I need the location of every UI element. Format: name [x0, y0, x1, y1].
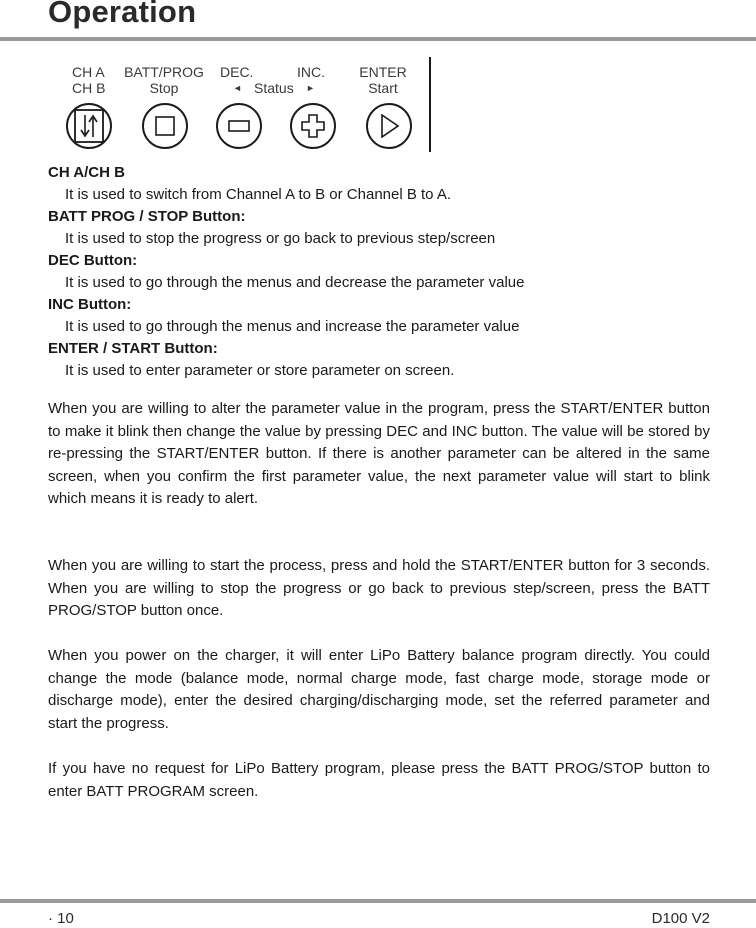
plus-icon [301, 114, 325, 138]
start-label: Start [368, 80, 398, 96]
definition-term: ENTER / START Button: [48, 340, 218, 357]
play-triangle-icon [378, 114, 400, 138]
paragraph-start-process: When you are willing to start the process, press and hold the START/ENTER button for 3 seconds. When you are willing to stop the progress or go back to previous step/screen, press the BATT PROG/STOP button once. [48, 557, 710, 619]
batt-prog-label: BATT/PROG [124, 64, 204, 80]
enter-start-button [366, 103, 412, 149]
inc-button [290, 103, 336, 149]
status-label: Status [254, 80, 294, 96]
definition-term: CH A/CH B [48, 164, 125, 181]
batt-prog-stop-button [142, 103, 188, 149]
definition-desc: It is used to go through the menus and increase the parameter value [65, 318, 520, 335]
minus-icon [228, 120, 250, 132]
bottom-divider [0, 899, 756, 903]
enter-label: ENTER [359, 64, 407, 80]
model-name: D100 V2 [651, 910, 710, 927]
square-icon [155, 116, 175, 136]
definition-term: BATT PROG / STOP Button: [48, 208, 246, 225]
stop-label: Stop [149, 80, 179, 96]
definition-term: DEC Button: [48, 252, 138, 269]
chb-label: CH B [72, 80, 106, 96]
panel-edge-line [429, 57, 431, 152]
definition-desc: It is used to enter parameter or store parameter on screen. [65, 362, 455, 379]
definition-desc: It is used to switch from Channel A to B or Channel B to A. [65, 186, 452, 203]
dec-label: DEC. [220, 64, 254, 80]
status-right-arrow: ► [306, 83, 315, 93]
page-title: Operation [48, 0, 197, 29]
page-number: · 10 [48, 910, 74, 927]
ch-button [66, 103, 112, 149]
up-down-arrows-icon [74, 109, 104, 143]
definition-desc: It is used to stop the progress or go back to previous step/screen [65, 230, 496, 247]
definition-desc: It is used to go through the menus and decrease the parameter value [65, 274, 525, 291]
inc-label: INC. [297, 64, 325, 80]
paragraph-power-on: When you power on the charger, it will enter LiPo Battery balance program directly. You could change the mode (balance mode, normal charge mode, fast charge mode, storage mode or discharge mode), enter the desired charging/discharging mode, set the referred parameter and start the progress. [48, 647, 710, 732]
cha-label: CH A [72, 64, 105, 80]
status-left-arrow: ◄ [233, 83, 242, 93]
paragraph-no-lipo: If you have no request for LiPo Battery program, please press the BATT PROG/STOP button to enter BATT PROGRAM screen. [48, 760, 710, 800]
top-divider [0, 37, 756, 41]
dec-button [216, 103, 262, 149]
paragraph-alter-parameter: When you are willing to alter the parameter value in the program, press the START/ENTER button to make it blink then change the value by pressing DEC and INC button. The value will be stored by re-pressing the START/ENTER button. If there is another parameter can be altered in the same screen, when you confirm the first parameter value, the next parameter value will start to blink which means it is ready to alert. [48, 400, 710, 507]
definition-term: INC Button: [48, 296, 132, 313]
button-definitions [48, 162, 710, 382]
